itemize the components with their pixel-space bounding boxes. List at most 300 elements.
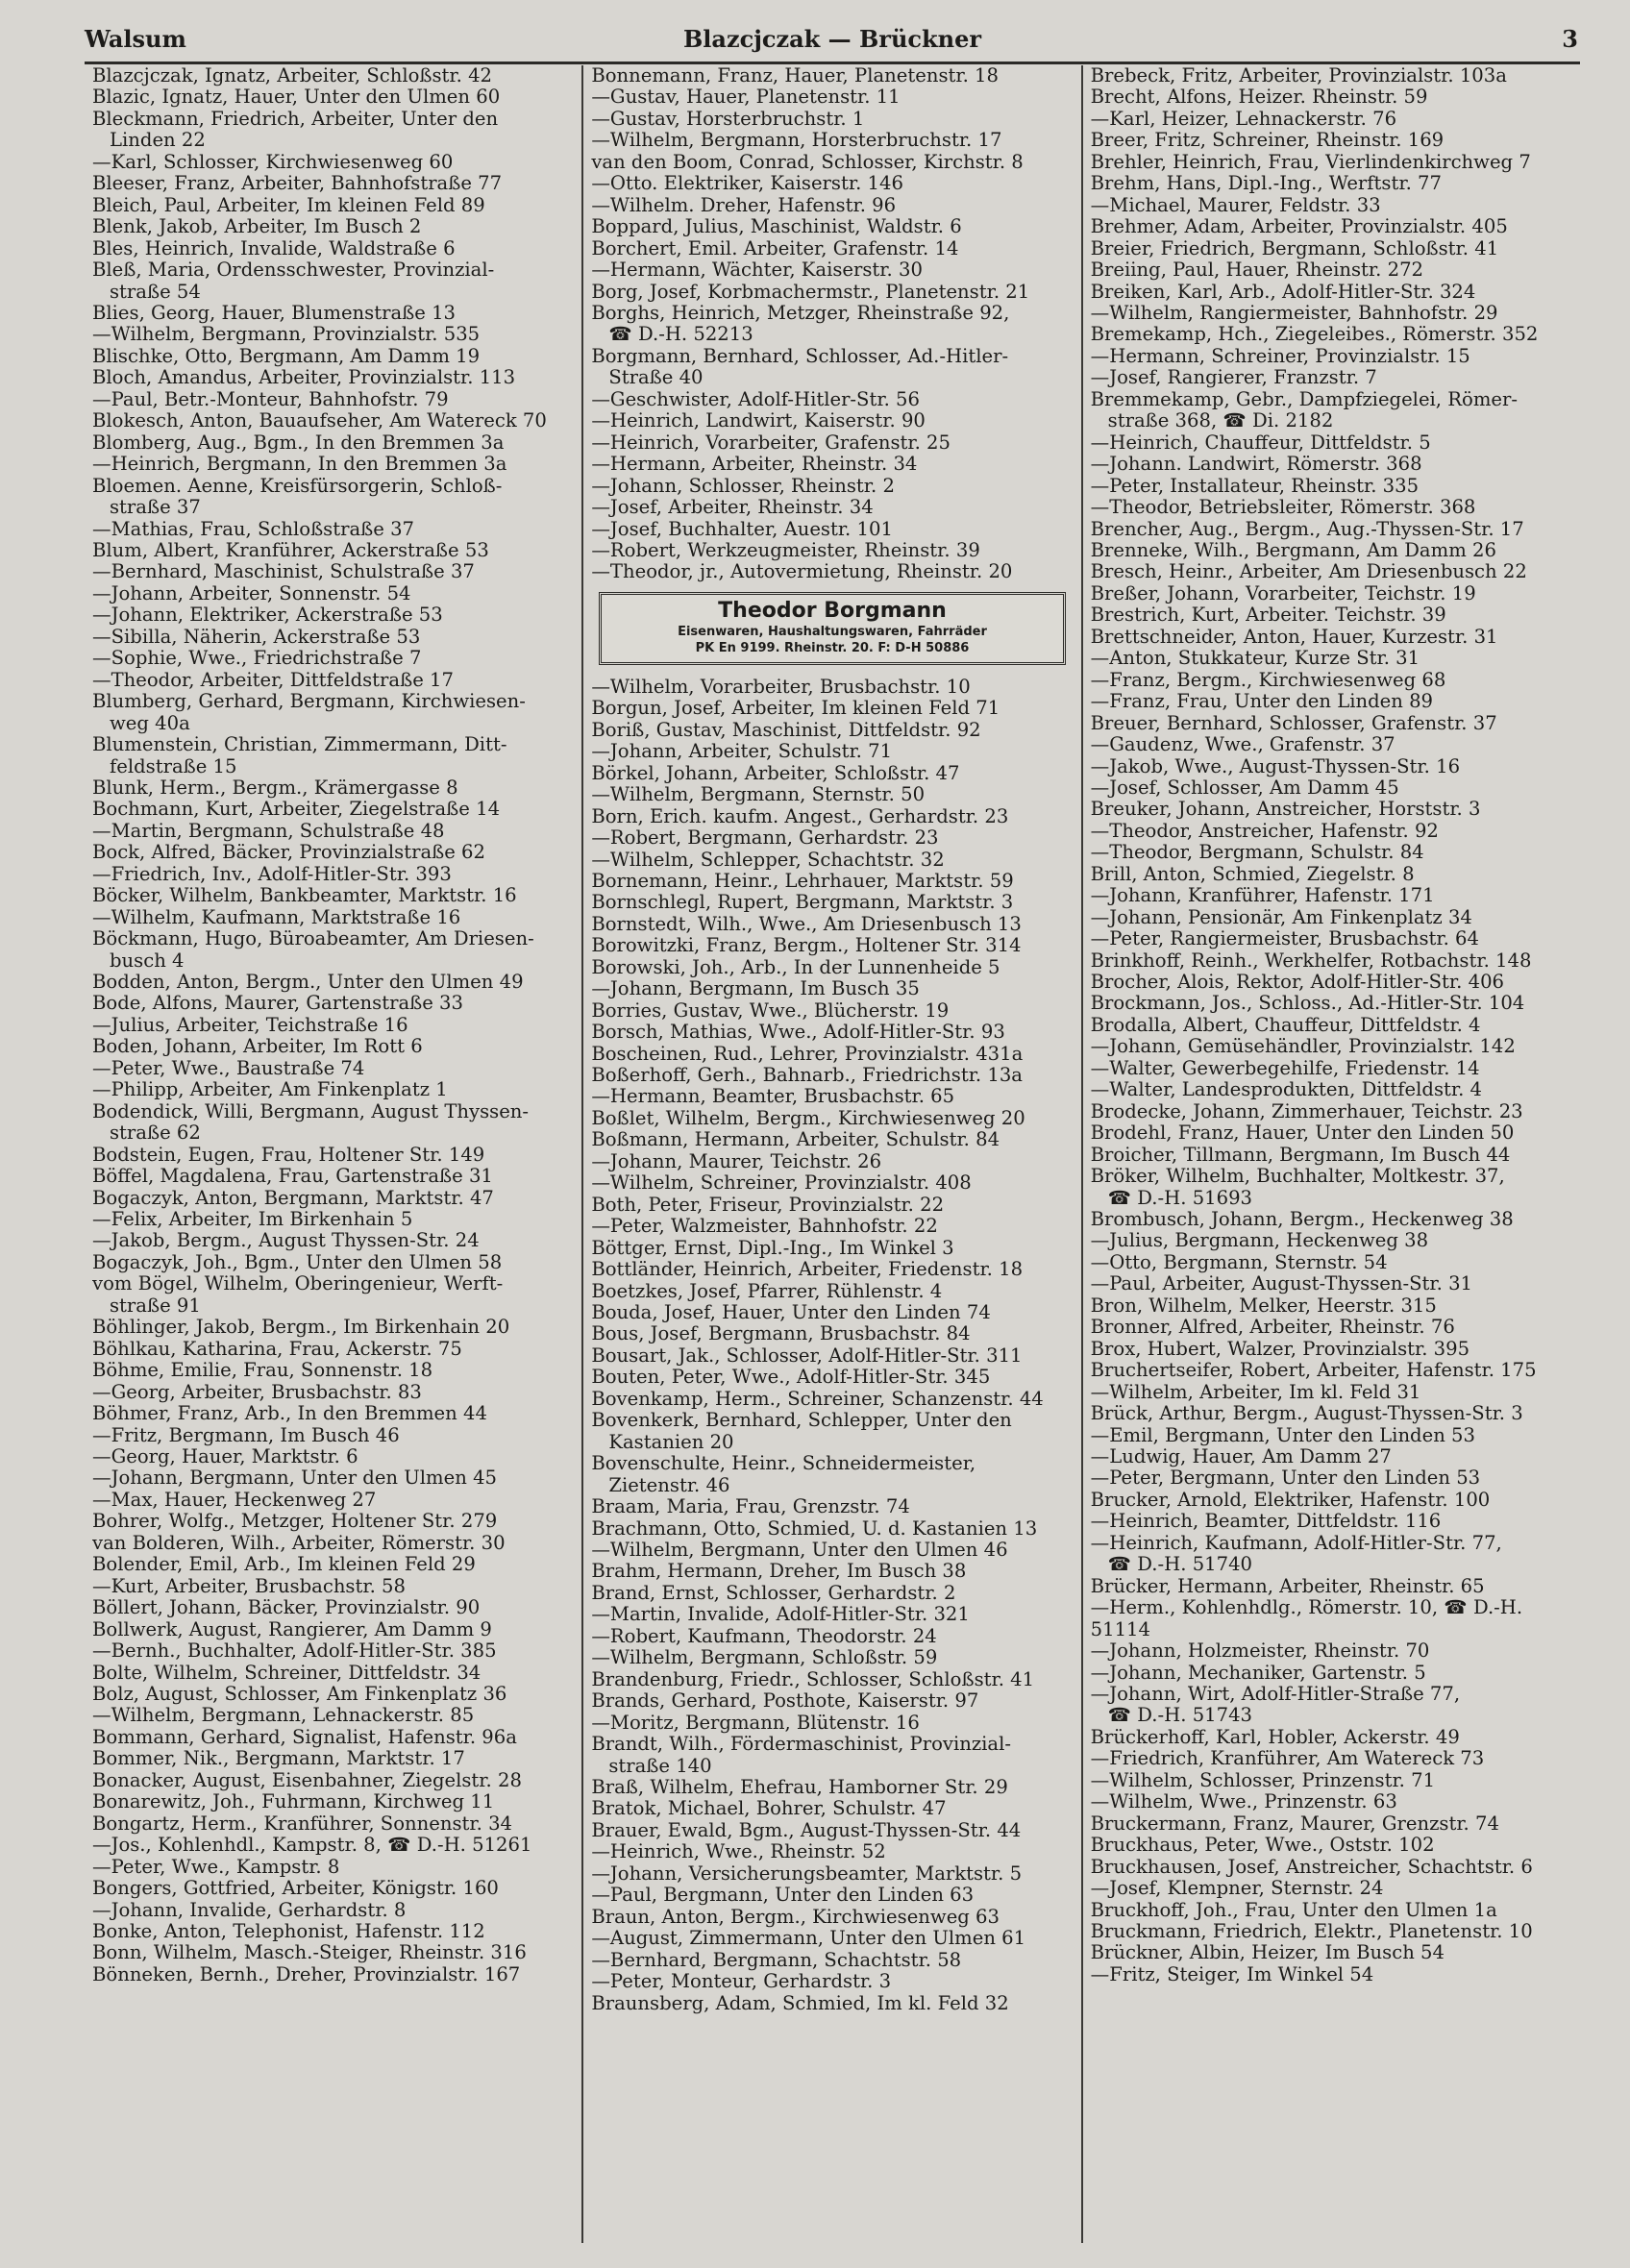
- directory-entry: [591, 978, 1073, 999]
- directory-entry: [1091, 109, 1572, 130]
- directory-entry: [1091, 259, 1572, 281]
- entry-text: —Wilhelm, Bergmann, Sternstr. 50: [591, 784, 926, 806]
- directory-entry: [92, 282, 574, 303]
- directory-entry: [92, 540, 574, 561]
- entry-text: —Theodor, Anstreicher, Hafenstr. 92: [1090, 820, 1439, 842]
- entry-text: Bleich, Paul, Arbeiter, Im kleinen Feld 89: [92, 194, 485, 216]
- directory-entry: [591, 540, 1073, 561]
- directory-entry: [92, 432, 574, 454]
- directory-entry: [591, 130, 1073, 151]
- directory-entry: [1091, 432, 1572, 454]
- directory-entry: [1091, 152, 1572, 173]
- directory-entry: [92, 821, 574, 842]
- directory-entry: [1091, 238, 1572, 259]
- entry-text: van den Boom, Conrad, Schlosser, Kirchstr. 8: [591, 151, 1024, 173]
- directory-entry: [1091, 1058, 1572, 1079]
- directory-entry: [1091, 1748, 1572, 1769]
- entry-text: —Johann, Bergmann, Unter den Ulmen 45: [92, 1467, 498, 1490]
- directory-entry: [92, 864, 574, 885]
- entry-text: ☎ D.-H. 52213: [608, 324, 753, 346]
- entry-text: Bruckermann, Franz, Maurer, Grenzstr. 74: [1090, 1812, 1499, 1835]
- directory-columns: [85, 65, 1580, 2243]
- entry-text: —Josef, Schlosser, Am Damm 45: [1090, 777, 1399, 799]
- directory-entry: [591, 216, 1073, 237]
- entry-text: Breier, Friedrich, Bergmann, Schloßstr. 41: [1090, 237, 1499, 259]
- entry-text: Braam, Maria, Frau, Grenzstr. 74: [591, 1496, 910, 1518]
- entry-text: Böckmann, Hugo, Büroabeamter, Am Driesen-: [92, 928, 534, 950]
- ad-business-name: Theodor Borgmann: [718, 598, 947, 623]
- directory-entry: [591, 850, 1073, 871]
- directory-entry: [1091, 972, 1572, 993]
- entry-text: —Theodor, Bergmann, Schulstr. 84: [1090, 842, 1424, 864]
- directory-entry: [92, 928, 574, 949]
- entry-text: —Wilhelm, Schreiner, Provinzialstr. 408: [591, 1172, 972, 1195]
- advertisement-box: [599, 592, 1065, 665]
- directory-entry: [1091, 1252, 1572, 1273]
- entry-text: Bornemann, Heinr., Lehrhauer, Marktstr. 59: [591, 870, 1014, 892]
- entry-text: Brill, Anton, Schmied, Ziegelstr. 8: [1090, 863, 1415, 885]
- directory-entry: [1091, 1921, 1572, 1942]
- directory-entry: [92, 1878, 574, 1899]
- entry-text: Boßlet, Wilhelm, Bergm., Kirchwiesenweg 20: [591, 1107, 1025, 1129]
- directory-entry: [92, 1295, 574, 1317]
- entry-text: Bous, Josef, Bergmann, Brusbachstr. 84: [591, 1323, 971, 1345]
- entry-text: Boppard, Julius, Maschinist, Waldstr. 6: [591, 216, 962, 238]
- entry-text: straße 91: [110, 1294, 201, 1317]
- directory-entry: [92, 1446, 574, 1467]
- entry-text: —Heinrich, Landwirt, Kaiserstr. 90: [591, 410, 926, 432]
- entry-text: —Sibilla, Näherin, Ackerstraße 53: [92, 626, 421, 648]
- entry-text: —Johann, Maurer, Teichstr. 26: [591, 1150, 882, 1172]
- directory-entry: [92, 1791, 574, 1812]
- entry-text: —August, Zimmermann, Unter den Ulmen 61: [591, 1928, 1026, 1950]
- directory-entry: [1091, 1360, 1572, 1381]
- directory-entry: [1091, 540, 1572, 561]
- directory-entry: [1091, 86, 1572, 108]
- directory-entry: [92, 1188, 574, 1209]
- entry-text: Bruchertseifer, Robert, Arbeiter, Hafenstr. 175: [1090, 1360, 1537, 1382]
- page-number: 3: [1562, 25, 1578, 53]
- directory-entry: [591, 561, 1073, 582]
- entry-text: —Walter, Landesprodukten, Dittfeldstr. 4: [1090, 1079, 1483, 1101]
- entry-text: Brehm, Hans, Dipl.-Ing., Werftstr. 77: [1090, 173, 1442, 195]
- directory-entry: [1091, 1273, 1572, 1294]
- directory-entry: [591, 346, 1073, 367]
- entry-text: —Heinrich, Wwe., Rheinstr. 52: [591, 1841, 886, 1863]
- entry-text: Bloch, Amandus, Arbeiter, Provinzialstr. 113: [92, 367, 516, 389]
- directory-entry: [92, 1835, 574, 1856]
- directory-entry: [92, 1640, 574, 1662]
- directory-entry: [92, 410, 574, 431]
- directory-entry: [1091, 1857, 1572, 1878]
- directory-entry: [92, 1490, 574, 1511]
- entry-text: Bode, Alfons, Maurer, Gartenstraße 33: [92, 993, 463, 1015]
- entry-text: Bleeser, Franz, Arbeiter, Bahnhofstraße 77: [92, 173, 503, 195]
- entry-text: —Georg, Hauer, Marktstr. 6: [92, 1446, 358, 1467]
- directory-entry: [591, 763, 1073, 784]
- entry-text: Bohrer, Wolfg., Metzger, Holtener Str. 279: [92, 1511, 498, 1533]
- directory-entry: [591, 497, 1073, 518]
- directory-entry: [1091, 993, 1572, 1014]
- directory-entry: [92, 799, 574, 820]
- entry-text: Brandenburg, Friedr., Schlosser, Schloßstr. 41: [591, 1668, 1035, 1690]
- directory-entry: [591, 1950, 1073, 1971]
- entry-text: Boßerhoff, Gerh., Bahnarb., Friedrichstr. 13a: [591, 1065, 1023, 1087]
- directory-entry: [591, 1798, 1073, 1819]
- entry-text: feldstraße 15: [110, 755, 237, 777]
- directory-entry: [1091, 1900, 1572, 1921]
- entry-text: —Franz, Bergm., Kirchwiesenweg 68: [1090, 669, 1446, 691]
- entry-text: Brodehl, Franz, Hauer, Unter den Linden 50: [1090, 1122, 1515, 1145]
- entry-text: —Wilhelm, Wwe., Prinzenstr. 63: [1090, 1791, 1397, 1813]
- directory-entry: [1091, 583, 1572, 604]
- directory-entry: [1091, 648, 1572, 669]
- entry-text: Linden 22: [110, 130, 206, 152]
- header-name-range: Blazcjczak — Brückner: [683, 25, 981, 53]
- column-2: [581, 65, 1080, 2243]
- entry-text: straße 54: [110, 281, 201, 303]
- directory-entry: [92, 972, 574, 993]
- entry-text: Brücker, Hermann, Arbeiter, Rheinstr. 65: [1090, 1575, 1485, 1597]
- directory-entry: [1091, 216, 1572, 237]
- entry-text: Brestrich, Kurt, Arbeiter. Teichstr. 39: [1090, 604, 1446, 627]
- directory-entry: [1091, 842, 1572, 863]
- entry-text: —Julius, Bergmann, Heckenweg 38: [1090, 1230, 1429, 1252]
- directory-entry: [591, 476, 1073, 497]
- directory-entry: [92, 130, 574, 151]
- directory-entry: [1091, 1036, 1572, 1057]
- entry-text: Bruckhoff, Joh., Frau, Unter den Ulmen 1a: [1090, 1899, 1497, 1921]
- directory-entry: [591, 1323, 1073, 1344]
- entry-text: Both, Peter, Friseur, Provinzialstr. 22: [591, 1194, 945, 1216]
- entry-text: ☎ D.-H. 51693: [1107, 1187, 1253, 1209]
- directory-entry: [92, 561, 574, 582]
- directory-entry: [1091, 1382, 1572, 1403]
- entry-text: —Heinrich, Beamter, Dittfeldstr. 116: [1090, 1511, 1442, 1533]
- column-2-entries-top: [591, 65, 1073, 583]
- directory-entry: [591, 1820, 1073, 1841]
- entry-text: Bolz, August, Schlosser, Am Finkenplatz 36: [92, 1683, 507, 1705]
- directory-entry: [92, 1122, 574, 1144]
- entry-text: —Heinrich, Chauffeur, Dittfeldstr. 5: [1090, 431, 1431, 454]
- entry-text: —Theodor, Betriebsleiter, Römerstr. 368: [1090, 497, 1476, 519]
- entry-text: —Felix, Arbeiter, Im Birkenhain 5: [92, 1209, 413, 1231]
- directory-entry: [591, 1496, 1073, 1517]
- entry-text: Blomberg, Aug., Bgm., In den Bremmen 3a: [92, 431, 505, 454]
- entry-text: —Gustav, Horsterbruchstr. 1: [591, 108, 865, 130]
- entry-text: Borowski, Joh., Arb., In der Lunnenheide 5: [591, 956, 1000, 978]
- entry-text: Breuer, Bernhard, Schlosser, Grafenstr. 37: [1090, 712, 1497, 734]
- directory-entry: [1091, 734, 1572, 755]
- entry-text: Bruckhaus, Peter, Wwe., Oststr. 102: [1090, 1835, 1435, 1857]
- entry-text: Bodden, Anton, Bergm., Unter den Ulmen 49: [92, 972, 524, 994]
- directory-entry: [92, 195, 574, 216]
- directory-entry: [591, 1302, 1073, 1323]
- entry-text: —Johann, Elektriker, Ackerstraße 53: [92, 604, 443, 627]
- entry-text: Böffel, Magdalena, Frau, Gartenstraße 31: [92, 1166, 493, 1188]
- entry-text: Brandt, Wilh., Fördermaschinist, Provinzial-: [591, 1734, 1011, 1756]
- directory-entry: [92, 1145, 574, 1166]
- directory-entry: [92, 346, 574, 367]
- directory-entry: [92, 216, 574, 237]
- directory-entry: [92, 1036, 574, 1057]
- directory-entry: [92, 1360, 574, 1381]
- entry-text: —Emil, Bergmann, Unter den Linden 53: [1090, 1424, 1475, 1446]
- directory-entry: [1091, 799, 1572, 820]
- entry-text: Bovenschulte, Heinr., Schneidermeister,: [591, 1453, 976, 1475]
- entry-text: Blazic, Ignatz, Hauer, Unter den Ulmen 60: [92, 86, 501, 109]
- directory-entry: [1091, 497, 1572, 518]
- entry-text: —Hermann, Beamter, Brusbachstr. 65: [591, 1086, 955, 1108]
- entry-text: —Wilhelm, Bergmann, Lehnackerstr. 85: [92, 1705, 475, 1727]
- entry-text: Bönneken, Bernh., Dreher, Provinzialstr. 167: [92, 1963, 521, 1985]
- directory-entry: [591, 1022, 1073, 1043]
- directory-entry: [1091, 1166, 1572, 1187]
- entry-text: Böhme, Emilie, Frau, Sonnenstr. 18: [92, 1360, 433, 1382]
- entry-text: Blischke, Otto, Bergmann, Am Damm 19: [92, 345, 481, 367]
- directory-entry: [1091, 1511, 1572, 1532]
- entry-text: Brocher, Alois, Rektor, Adolf-Hitler-Str. 406: [1090, 972, 1504, 994]
- entry-text: Zietenstr. 46: [608, 1474, 730, 1496]
- directory-entry: [1091, 1533, 1572, 1554]
- entry-text: Bloemen. Aenne, Kreisfürsorgerin, Schloß-: [92, 475, 503, 497]
- directory-entry: [92, 1900, 574, 1921]
- directory-entry: [591, 1281, 1073, 1302]
- entry-text: 51114: [1090, 1618, 1150, 1640]
- directory-entry: [92, 691, 574, 712]
- entry-text: Bongartz, Herm., Kranführer, Sonnenstr. 34: [92, 1812, 513, 1835]
- directory-entry: [1091, 1964, 1572, 1985]
- entry-text: —Otto. Elektriker, Kaiserstr. 146: [591, 173, 903, 195]
- directory-entry: [591, 86, 1073, 108]
- entry-text: —Geschwister, Adolf-Hitler-Str. 56: [591, 388, 920, 410]
- entry-text: Blokesch, Anton, Bauaufseher, Am Watereck 70: [92, 410, 547, 432]
- directory-entry: [591, 957, 1073, 978]
- directory-entry: [92, 1273, 574, 1294]
- entry-text: Brauer, Ewald, Bgm., August-Thyssen-Str. 44: [591, 1819, 1022, 1841]
- directory-entry: [1091, 1015, 1572, 1036]
- entry-text: —Robert, Werkzeugmeister, Rheinstr. 39: [591, 539, 980, 561]
- entry-text: —Martin, Invalide, Adolf-Hitler-Str. 321: [591, 1604, 970, 1626]
- directory-entry: [591, 238, 1073, 259]
- directory-entry: [1091, 303, 1572, 324]
- directory-entry: [591, 1000, 1073, 1022]
- entry-text: Bommer, Nik., Bergmann, Marktstr. 17: [92, 1748, 465, 1770]
- directory-entry: [92, 756, 574, 777]
- entry-text: —Friedrich, Inv., Adolf-Hitler-Str. 393: [92, 863, 452, 885]
- entry-text: Bodstein, Eugen, Frau, Holtener Str. 149: [92, 1144, 485, 1166]
- entry-text: —Johann, Pensionär, Am Finkenplatz 34: [1090, 906, 1472, 928]
- directory-entry: [591, 1647, 1073, 1668]
- entry-text: Bottländer, Heinrich, Arbeiter, Friedenstr. 18: [591, 1259, 1024, 1281]
- entry-text: —Heinrich, Kaufmann, Adolf-Hitler-Str. 77,: [1090, 1532, 1502, 1554]
- entry-text: Boßmann, Hermann, Arbeiter, Schulstr. 84: [591, 1129, 1000, 1151]
- directory-entry: [92, 734, 574, 755]
- directory-entry: [92, 86, 574, 108]
- entry-text: Brombusch, Johann, Bergm., Heckenweg 38: [1090, 1209, 1514, 1231]
- directory-entry: [92, 1058, 574, 1079]
- entry-text: Bock, Alfred, Bäcker, Provinzialstraße 62: [92, 842, 485, 864]
- entry-text: —Wilhelm, Kaufmann, Marktstraße 16: [92, 906, 461, 928]
- directory-entry: [1091, 756, 1572, 777]
- entry-text: —Wilhelm, Bergmann, Unter den Ulmen 46: [591, 1540, 1008, 1561]
- directory-entry: [92, 1748, 574, 1769]
- directory-entry: [92, 1684, 574, 1705]
- directory-entry: [1091, 1145, 1572, 1166]
- entry-text: —Herm., Kohlenhdlg., Römerstr. 10, ☎ D.-H.: [1090, 1597, 1523, 1619]
- directory-entry: [591, 65, 1073, 86]
- entry-text: Borowitzki, Franz, Bergm., Holtener Str. 314: [591, 935, 1022, 957]
- directory-entry: [92, 1576, 574, 1597]
- entry-text: Bles, Heinrich, Invalide, Waldstraße 6: [92, 237, 456, 259]
- entry-text: —Jakob, Bergm., August Thyssen-Str. 24: [92, 1230, 480, 1252]
- directory-entry: [591, 1993, 1073, 2014]
- directory-entry: [591, 1086, 1073, 1107]
- entry-text: —Friedrich, Kranführer, Am Watereck 73: [1090, 1748, 1485, 1770]
- directory-entry: [92, 367, 574, 388]
- directory-entry: [1091, 65, 1572, 86]
- entry-text: Bongers, Gottfried, Arbeiter, Königstr. 160: [92, 1878, 499, 1900]
- directory-entry: [1091, 367, 1572, 388]
- entry-text: —Wilhelm, Schlosser, Prinzenstr. 71: [1090, 1769, 1436, 1791]
- entry-text: Bron, Wilhelm, Melker, Heerstr. 315: [1090, 1294, 1437, 1317]
- directory-entry: [591, 1863, 1073, 1885]
- entry-text: Bochmann, Kurt, Arbeiter, Ziegelstraße 14: [92, 799, 501, 821]
- directory-entry: [1091, 1425, 1572, 1446]
- entry-text: Bommann, Gerhard, Signalist, Hafenstr. 96a: [92, 1726, 517, 1748]
- directory-entry: [92, 152, 574, 173]
- entry-text: —Heinrich, Vorarbeiter, Grafenstr. 25: [591, 431, 951, 454]
- directory-entry: [1091, 1770, 1572, 1791]
- directory-entry: [1091, 1230, 1572, 1251]
- directory-entry: [1091, 1791, 1572, 1812]
- entry-text: Brucker, Arnold, Elektriker, Hafenstr. 100: [1090, 1489, 1491, 1511]
- entry-text: Borghs, Heinrich, Metzger, Rheinstraße 92,: [591, 302, 1010, 324]
- entry-text: Bonke, Anton, Telephonist, Hafenstr. 112: [92, 1920, 485, 1942]
- entry-text: —Max, Hauer, Heckenweg 27: [92, 1489, 377, 1511]
- entry-text: —Philipp, Arbeiter, Am Finkenplatz 1: [92, 1079, 448, 1101]
- entry-text: —Wilhelm, Arbeiter, Im kl. Feld 31: [1090, 1381, 1421, 1403]
- directory-entry: [92, 454, 574, 475]
- directory-entry: [591, 1367, 1073, 1388]
- entry-text: —Peter, Wwe., Kampstr. 8: [92, 1856, 340, 1878]
- directory-entry: [591, 935, 1073, 956]
- entry-text: Bornstedt, Wilh., Wwe., Am Driesenbusch 13: [591, 913, 1022, 935]
- directory-entry: [1091, 346, 1572, 367]
- directory-entry: [1091, 389, 1572, 410]
- directory-entry: [92, 1619, 574, 1640]
- directory-entry: [92, 476, 574, 497]
- directory-entry: [1091, 864, 1572, 885]
- directory-entry: [591, 367, 1073, 388]
- directory-entry: [92, 1511, 574, 1532]
- directory-entry: [1091, 1490, 1572, 1511]
- directory-entry: [92, 885, 574, 906]
- directory-entry: [591, 389, 1073, 410]
- directory-entry: [92, 777, 574, 799]
- entry-text: Böllert, Johann, Bäcker, Provinzialstr. 90: [92, 1597, 481, 1619]
- entry-text: —Wilhelm, Bergmann, Provinzialstr. 535: [92, 324, 481, 346]
- directory-entry: [1091, 1597, 1572, 1618]
- directory-entry: [1091, 476, 1572, 497]
- entry-text: Bovenkamp, Herm., Schreiner, Schanzenstr. 44: [591, 1388, 1044, 1410]
- entry-text: —Moritz, Bergmann, Blütenstr. 16: [591, 1712, 920, 1734]
- directory-entry: [591, 1734, 1073, 1755]
- entry-text: Borsch, Mathias, Wwe., Adolf-Hitler-Str. 93: [591, 1022, 1005, 1044]
- directory-entry: [1091, 1101, 1572, 1122]
- entry-text: —Paul, Bergmann, Unter den Linden 63: [591, 1885, 975, 1907]
- entry-text: Brinkhoff, Reinh., Werkhelfer, Rotbachstr. 148: [1090, 949, 1532, 972]
- directory-entry: [591, 1690, 1073, 1712]
- entry-text: —Wilhelm, Schlepper, Schachtstr. 32: [591, 849, 945, 871]
- directory-entry: [92, 259, 574, 281]
- directory-entry: [1091, 1684, 1572, 1705]
- directory-entry: [591, 152, 1073, 173]
- directory-entry: [591, 1453, 1073, 1474]
- directory-entry: [1091, 1813, 1572, 1835]
- directory-entry: [591, 741, 1073, 762]
- directory-entry: [92, 627, 574, 648]
- entry-text: Börkel, Johann, Arbeiter, Schloßstr. 47: [591, 762, 960, 784]
- directory-entry: [92, 907, 574, 928]
- entry-text: —Georg, Arbeiter, Brusbachstr. 83: [92, 1381, 422, 1403]
- entry-text: Brück, Arthur, Bergm., August-Thyssen-Str. 3: [1090, 1403, 1523, 1425]
- directory-entry: [591, 827, 1073, 849]
- directory-entry: [92, 1317, 574, 1338]
- directory-entry: [591, 1044, 1073, 1065]
- directory-entry: [1091, 777, 1572, 799]
- entry-text: Bresch, Heinr., Arbeiter, Am Driesenbusch 22: [1090, 561, 1527, 583]
- directory-entry: [1091, 885, 1572, 906]
- directory-entry: [1091, 1727, 1572, 1748]
- entry-text: —Wilhelm, Rangiermeister, Bahnhofstr. 29: [1090, 302, 1498, 324]
- directory-entry: [92, 583, 574, 604]
- entry-text: Bruckmann, Friedrich, Elektr., Planetenstr. 10: [1090, 1920, 1533, 1942]
- directory-entry: [591, 1604, 1073, 1625]
- entry-text: Brecht, Alfons, Heizer. Rheinstr. 59: [1090, 86, 1428, 109]
- entry-text: Blenk, Jakob, Arbeiter, Im Busch 2: [92, 216, 422, 238]
- directory-entry: [1091, 130, 1572, 151]
- entry-text: Breuker, Johann, Anstreicher, Horststr. 3: [1090, 799, 1481, 821]
- directory-entry: [1091, 454, 1572, 475]
- entry-text: —Peter, Monteur, Gerhardstr. 3: [591, 1971, 892, 1993]
- directory-entry: [1091, 1942, 1572, 1963]
- directory-entry: [1091, 1122, 1572, 1144]
- directory-entry: [92, 1813, 574, 1835]
- entry-text: van Bolderen, Wilh., Arbeiter, Römerstr. 30: [92, 1532, 506, 1554]
- directory-entry: [92, 1554, 574, 1575]
- directory-entry: [92, 519, 574, 540]
- entry-text: —Jakob, Wwe., August-Thyssen-Str. 16: [1090, 755, 1461, 777]
- directory-entry: [92, 1857, 574, 1878]
- entry-text: Borgun, Josef, Arbeiter, Im kleinen Feld 71: [591, 698, 1000, 720]
- directory-entry: [92, 1942, 574, 1963]
- entry-text: —Paul, Betr.-Monteur, Bahnhofstr. 79: [92, 388, 449, 410]
- directory-entry: [92, 1382, 574, 1403]
- directory-entry: [1091, 821, 1572, 842]
- directory-entry: [591, 784, 1073, 805]
- entry-text: —Theodor, jr., Autovermietung, Rheinstr. 20: [591, 561, 1013, 583]
- directory-entry: [591, 259, 1073, 281]
- entry-text: busch 4: [110, 949, 185, 972]
- directory-entry: [92, 1770, 574, 1791]
- entry-text: —Robert, Kaufmann, Theodorstr. 24: [591, 1625, 937, 1647]
- directory-entry: [591, 432, 1073, 454]
- entry-text: —Franz, Frau, Unter den Linden 89: [1090, 691, 1434, 713]
- directory-entry: [591, 914, 1073, 935]
- entry-text: —Ludwig, Hauer, Am Damm 27: [1090, 1446, 1392, 1467]
- entry-text: —Bernh., Buchhalter, Adolf-Hitler-Str. 385: [92, 1640, 497, 1663]
